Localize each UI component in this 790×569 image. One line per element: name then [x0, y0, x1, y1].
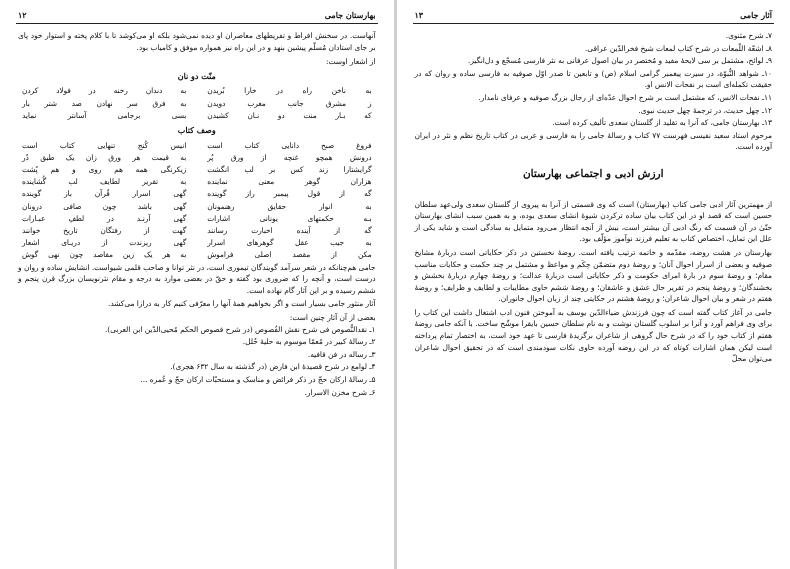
verse [18, 249, 376, 261]
body-paragraph: بهارستان در هشت روضه، مقدّمه و خاتمه ترتیب یافته است. روضهٔ نخستین در ذکر حکایاتی است دربارهٔ مشایخ صوفیه و بعضی از اسرار احوال آنان؛ و روضهٔ دوم متضمّن حِکَم و مواعظ و مشتمل بر چند حکمت و حکایات مناسب مقام؛ و روضهٔ سوم در بارهٔ امرای حکومت و ذکر حکایاتی است دربارهٔ عدالت؛ و روضهٔ چهارم دربارهٔ بخشش و بخشندگان؛ و روضهٔ پنجم در تقریر حال عشق و عاشقان؛ و روضهٔ ششم حاوی مطایبات و لطایف و ظرایف؛ و روضهٔ هفتم در شعر و بیان احوال شاعران؛ و روضهٔ هشتم در حکایتی چند از زبان احوال جانوران. [414, 247, 772, 304]
list-item: ۱۱ـ نفحات الانس، که مشتمل است بر شرح احوال عدّه‌ای از رجال بزرگ صوفیه و عرفای نامدار. [478, 92, 772, 102]
hemistich: به هر یک زین مقاصد چون نهی گوش [22, 250, 187, 260]
verse [18, 152, 376, 164]
right-page-content [415, 30, 773, 563]
hemistich: گهی آرنـد در لطفِ عبـارات [22, 213, 187, 223]
hemistich: که بـار منت دو نـان کشیدن [207, 110, 372, 120]
verse [18, 110, 376, 122]
intro-line: بود. [136, 42, 149, 52]
right-page [397, 0, 790, 569]
hemistich: زیکرنگی همه هم روی و هم پُشت [22, 164, 187, 174]
hemistich: به دندان رخنه در فولاد کردن [22, 86, 187, 96]
left-page-content [18, 30, 376, 563]
verse [18, 164, 376, 176]
hemistich: گه از قول پیمبر راز گوینده [207, 189, 372, 199]
list-item: ۸ـ اشعّة اللّمعات در شرح کتاب لمعات شیخ فخرالدّین عراقی. [584, 43, 772, 53]
verse [18, 85, 376, 97]
list-item: ۲ـ رسالهٔ کبیر در مُعمّا موسوم به حلیهٔ حُلل. [242, 337, 376, 347]
intro-line: آنهاست. در سخنش افراط و تفریطهای معاصران او دیده نمی‌شود بلکه او می‌کوشد تا با کلام [89, 31, 376, 40]
hemistich: درونش همچو غنچه از ورق پُر [207, 152, 372, 162]
verse [18, 237, 376, 249]
verse [18, 188, 376, 200]
list-item: ۱۲ـ چهل حدیث، در ترجمهٔ چهل حدیث نبوی. [638, 105, 772, 115]
hemistich: گه از آینده اخبارت رسانند [207, 226, 372, 235]
hemistich: گهت از رفتگان تاریخ خوانند [22, 226, 187, 235]
hemistich: به قیمت هر ورق زان یک طبق دُر [22, 152, 187, 162]
hemistich: به ناخن راه در خارا بُریدن [207, 86, 372, 96]
hemistich: بـه حکمتهای یونانی اشارات [207, 213, 372, 223]
verse [18, 176, 376, 188]
verse [18, 213, 376, 225]
hemistich: گهی ریزندت از دریـای اشعار [22, 238, 187, 248]
verse [18, 140, 376, 152]
body-paragraph: جامی هم‌چنانکه در شعر سرآمد گویندگان تیموری است، در نثر توانا و صاحب قلمی شیواست. انشایش ساده و روان و درست است، و آنچه را که ضروری بود گفته و حقّ در بعضی موارد به درجه و مقام نثرنویسان بزرگ قرن پنجم و ششم رسیده و بر این آثار گام نهاده است. [18, 262, 376, 295]
left-page-header [16, 9, 378, 24]
poem-title: منّت دو نان [177, 70, 216, 81]
right-page-header [413, 9, 775, 24]
body-paragraph: جامی در آغاز کتاب گفته است که چون فرزندش ضیاءالدّین یوسف به آموختن فنون ادب اشتغال داشت این کتاب را برای وی فراهم آورد و آنرا بر اسلوب گلستان نوشت و به نام سلطان حسین بایقرا موشّح ساخت. با آنکه جامی روضهٔ هفتم از کتاب خود را که در شرح حال گروهی از شاعران برگزیدهٔ فارسی تا عهد خود است، به اختصار تمام پرداخته است لیکن همان اشارات کوتاه که در این روضه آورده حاوی نکات سودمندی است که در تحقیق احوال شاعران می‌توان محلّ [414, 307, 772, 364]
body-paragraph: آثار منثور جامی بسیار است و اگر بخواهیم همهٔ آنها را معرّفی کنیم کار به درازا می‌کشد. [107, 299, 376, 309]
list-item: ۱۳ـ بهارستان جامی، که آنرا به تقلید از گلستان سعدی تألیف کرده است. [552, 118, 772, 128]
list-item: ۷ـ شرح مثنوی. [725, 31, 772, 40]
list-item: ۴ـ لوامع در شرح قصیدهٔ ابن فارض (در گذشته به سال ۶۳۲ هجری). [170, 362, 376, 372]
hemistich: فروغ صبح دانایی کتاب است [207, 140, 372, 150]
note-paragraph: مرحوم استاد سعید نفیسی فهرست ۷۷ کتاب و رسالهٔ جامی را به فارسی و عربی در کتاب تاریخ نظم و نثر در ایران آورده است. [414, 130, 773, 152]
works-label: بعضی از آن آثار چنین است: [289, 312, 376, 322]
hemistich: گهی اسرار قُرآن باز گوینده [22, 189, 187, 199]
section-title: ارزش ادبی و اجتماعی بهارستان [522, 167, 664, 180]
hemistich: گرایشتارا زند کس بر لب انگشت [207, 164, 372, 174]
list-item: ۳ـ رساله در فن قافیه. [307, 349, 376, 359]
hemistich: به فرق سر نهادن صد شتر بار [22, 98, 187, 108]
intro-paragraph [18, 30, 376, 53]
intro-line: پخته و استوار خود پای بر جای استادان مُسلّم پیشین بنهد و در این راه نیز همواره موفق و کامیاب [18, 31, 376, 52]
hemistich: انیس کُنج تنهایی کتاب است [22, 140, 187, 150]
hemistich: مکن از مقصد اصلی فراموش [207, 250, 372, 260]
running-head: بهارستان جامی [324, 10, 376, 20]
hemistich: گهی باشد چون صافی درونان [22, 201, 187, 211]
page-number: ۱۳ [414, 10, 424, 20]
list-item: ۱۰ـ شواهد النُّبوّة، در سیرت پیغمبر گرامی اسلام (ص) و تابعین تا صدر اوّل صوفیه به فارسی ساده و روان که در حقیقت تکمله‌ای است بر نفحات الانس او. [414, 68, 772, 90]
hemistich: بسی برجامی آسانتر نماید [22, 110, 187, 120]
verse [18, 98, 376, 110]
page-number: ۱۲ [18, 10, 27, 20]
verse [18, 201, 376, 213]
hemistich: هزاران گوهر معنی نماینده [207, 177, 372, 187]
verse [18, 225, 376, 237]
running-head: آثار جامی [740, 10, 772, 20]
poems-label: از اشعار اوست: [325, 57, 376, 67]
list-item: ۶ـ شرح مخزن الاسرار. [304, 387, 376, 397]
hemistich: به انوار حقایق رهنمونان [207, 201, 372, 211]
body-paragraph: از مهمترین آثار ادبی جامی کتاب (بهارستان) است که وی قسمتی از آنرا به پیروی از گلستان سعدی ولی‌عهد سلطان حسین است که قصد او در این کتاب بیان ساده ترکردن شیوهٔ انشای سعدی بوده، و به همین سبب انشای بهارستان حتّیٰ در آن قسمت که رنگ ادبی آن بیشتر است، بیش از آنچه انتظار می‌رود متمایل به سادگی است و شاید یکی از علل این تمایل، اختصاص کتاب به تعلیم فرزند نوآموز مؤلّف بود. [414, 199, 772, 244]
list-item: ۹ـ لوائح، مشتمل بر سی لایحهٔ مفید و مُختصر در بیان اصول عرفانی به نثر فارسی مُسجّع و دل‌انگیز. [468, 56, 772, 66]
list-item: ۵ـ رسالهٔ ارکان حجّ در ذکر فرائض و مناسک و مستحبّات ارکان حجّ و عُمره ... [140, 374, 376, 384]
hemistich: به جیب عقل گوهرهای اسرار [207, 238, 372, 248]
list-item: ۱ـ نقدالنُّصوص فی شرح نقش الفُصوص (در شرح فصوص الحکم مُحیی‌الدّین ابن العربی). [104, 324, 376, 334]
hemistich: به تقریر لطایف لب گُشاینده [22, 177, 187, 187]
poem-title: وصف کتاب [177, 124, 216, 135]
hemistich: ز مشرق جانب مغرب دویدن [207, 98, 372, 108]
